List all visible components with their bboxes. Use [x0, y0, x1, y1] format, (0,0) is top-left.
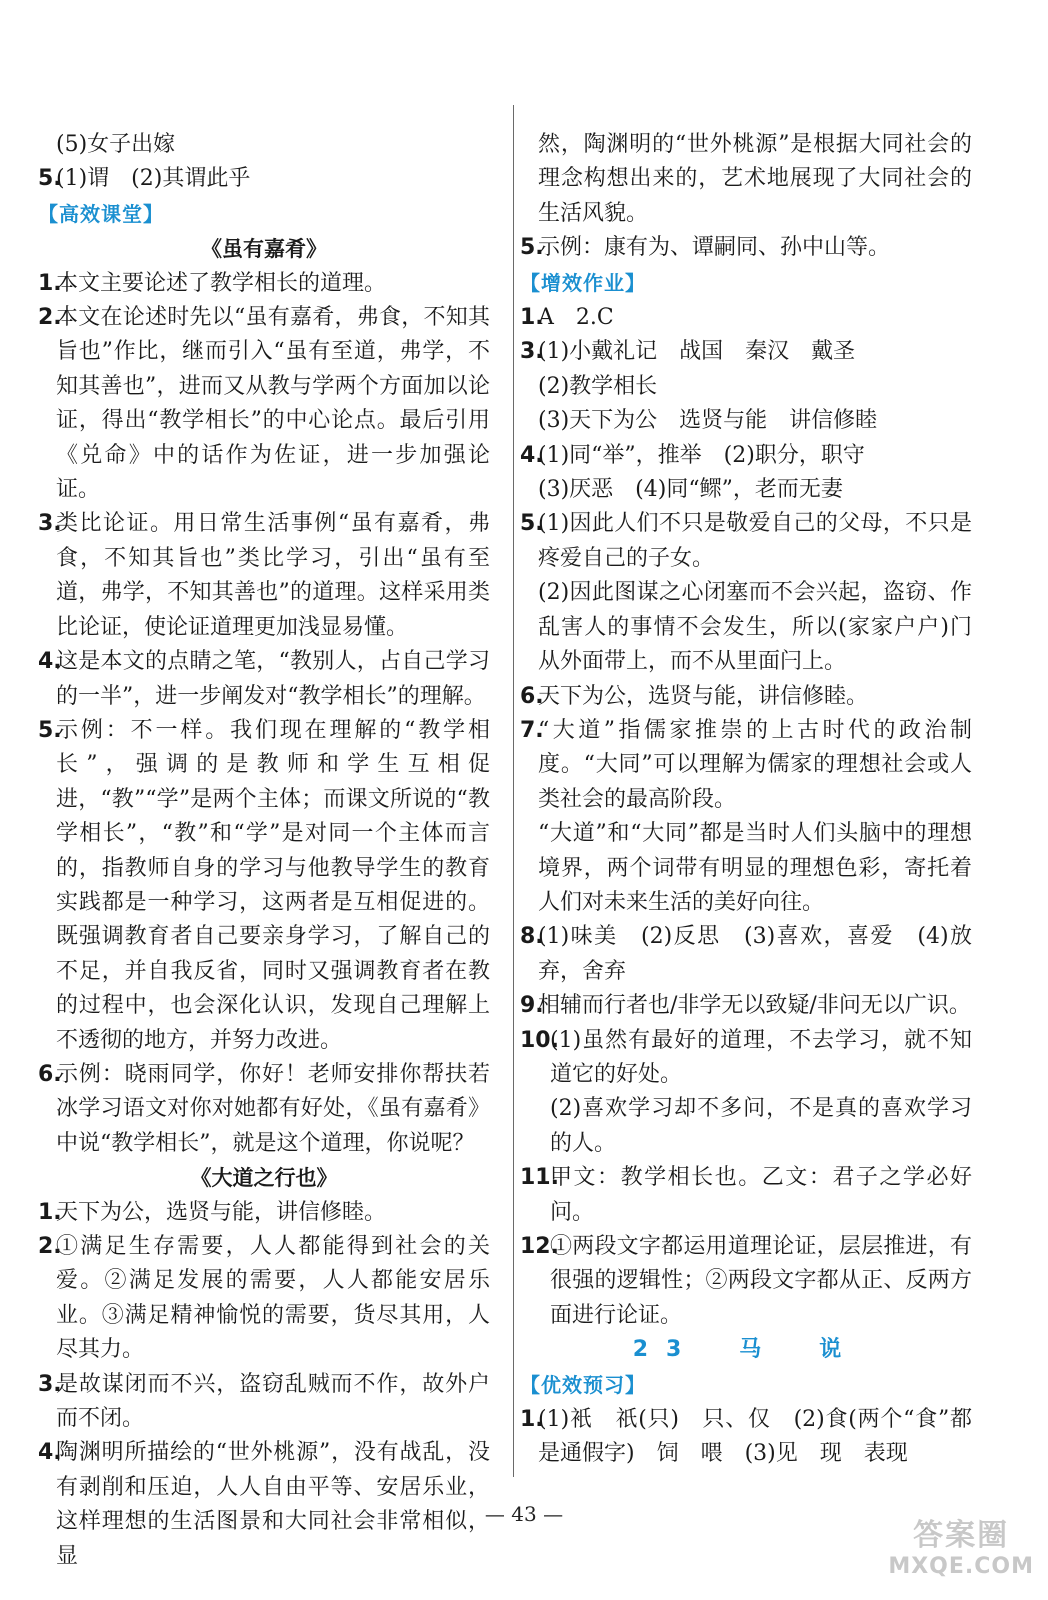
answer-text: (1)同“举”，推举 (2)职分，职守	[538, 442, 865, 468]
answer-number: 5.	[520, 235, 544, 261]
chapter-heading: 23 马 说	[632, 1337, 860, 1363]
answer-text: 示例：不一样。我们现在理解的“教学相长”，强调的是教师和学生互相促进，“教”“学”是两个主体；而课文所说的“教学相长”，“教”和“学”是对同一个主体而言的，指教师自身的学习与他教导学生的教育实践都是一种学习，这两者是互相促进的。既强调教育者自己要亲身学习，了解自己的不足，并自我反省，同时又强调教育者在教的过程中，也会深化认识，发现自己理解上不透彻的地方，并努力改进。	[56, 717, 490, 1053]
answer-item	[520, 989, 972, 1023]
answer-text: 天下为公，选贤与能，讲信修睦。	[538, 683, 869, 709]
answer-text: (1)味美 (2)反思 (3)喜欢，喜爱 (4)放弃，舍弃	[538, 924, 972, 984]
watermark-logo	[888, 1510, 1034, 1579]
answer-number: 8.	[520, 924, 544, 950]
answer-number: 9.	[520, 993, 544, 1019]
answer-number: 1.	[520, 1407, 544, 1433]
answer-text: (1)因此人们不只是敬爱自己的父母，不只是疼爱自己的子女。	[538, 511, 972, 571]
answer-text: 示例：康有为、谭嗣同、孙中山等。	[538, 235, 891, 261]
answer-number: 3.	[38, 1371, 62, 1397]
answer-item	[520, 231, 972, 265]
answer-text: (1)衹 祇(只) 只、仅 (2)食(两个“食”都是通假字) 饲 喂 (3)见 现 表现	[538, 1407, 972, 1467]
answer-text: 是故谋闭而不兴，盗窃乱贼而不作，故外户而不闭。	[56, 1371, 490, 1432]
answer-item	[38, 1196, 490, 1230]
answer-text: 类比论证。用日常生活事例“虽有嘉肴，弗食，不知其旨也”类比学习，引出“虽有至道，弗学，不知其善也”的道理。这样采用类比论证，使论证道理更加浅显易懂。	[56, 511, 490, 640]
answer-item	[520, 714, 972, 920]
answer-number: 12.	[520, 1234, 559, 1259]
answer-item	[520, 507, 972, 679]
answer-number: 4.	[520, 442, 544, 468]
answer-text: (1)虽然有最好的道理，不去学习，就不知道它的好处。	[550, 1027, 972, 1087]
answer-number: 7.	[520, 717, 544, 743]
answer-text: 本文在论述时先以“虽有嘉肴，弗食，不知其旨也”作比，继而引入“虽有至道，弗学，不知其善也”，进而又从教与学两个方面加以论证，得出“教学相长”的中心论点。最后引用《兑命》中的话作为佐证，进一步加强论证。	[56, 305, 490, 503]
answer-number: 5.	[38, 166, 62, 192]
answer-number: 1.	[38, 1199, 62, 1225]
answer-item	[520, 439, 972, 508]
answer-number: 6.	[520, 683, 544, 709]
answer-text: 相辅而行者也/非学无以致疑/非问无以广识。	[538, 993, 971, 1019]
answer-number: 5.	[520, 511, 544, 537]
answer-item	[38, 714, 490, 1058]
answer-number: 4.	[38, 649, 62, 675]
answer-item	[520, 1403, 972, 1472]
answer-number: 3.	[520, 339, 544, 365]
answer-text: 陶渊明所描绘的“世外桃源”，没有战乱，没有剥削和压迫，人人自由平等、安居乐业，这样理想的生活图景和大同社会非常相似，显	[56, 1440, 490, 1569]
answer-text: 这是本文的点睛之笔，“教别人，占自己学习的一半”，进一步阐发对“教学相长”的理解。	[56, 649, 490, 709]
answer-item	[38, 1230, 490, 1368]
column-divider	[513, 105, 514, 1477]
page-number: — 43 —	[484, 1502, 564, 1526]
answer-text: (2)教学相长	[538, 373, 658, 399]
answer-item	[520, 1024, 972, 1162]
answer-text: (3)厌恶 (4)同“鳏”，老而无妻	[538, 477, 843, 503]
answer-text: (2)喜欢学习却不多问，不是真的喜欢学习的人。	[550, 1096, 972, 1156]
answer-item	[38, 1058, 490, 1161]
answer-text: 示例：晓雨同学，你好！老师安排你帮扶若冰学习语文对你对她都有好处，《虽有嘉肴》中说“教学相长”，就是这个道理，你说呢？	[56, 1061, 490, 1156]
continued-text: 然，陶渊明的“世外桃源”是根据大同社会的理念构想出来的，艺术地展现了大同社会的生活风貌。	[538, 132, 972, 226]
answer-number: 1.	[38, 270, 62, 296]
answer-text: (1)小戴礼记 战国 秦汉 戴圣	[538, 339, 856, 365]
section-tag: 【增效作业】	[520, 270, 646, 295]
answer-text: “大道”和“大同”都是当时人们头脑中的理想境界，两个词带有明显的理想色彩，寄托着人们对未来生活的美好向往。	[538, 821, 972, 915]
answer-item	[38, 507, 490, 645]
section-heading: 《大道之行也》	[190, 1166, 338, 1191]
answer-item	[520, 301, 972, 335]
answer-item	[38, 301, 490, 507]
answer-number: 11.	[520, 1165, 559, 1191]
answer-item	[520, 1161, 972, 1230]
answer-number: 2.	[38, 1234, 62, 1259]
answer-number: 4.	[38, 1440, 62, 1466]
answer-text: 天下为公，选贤与能，讲信修睦。	[56, 1199, 387, 1225]
answer-number: 1.	[520, 305, 544, 331]
answer-text: (1)谓 (2)其谓此乎	[56, 166, 251, 192]
answer-item	[520, 335, 972, 438]
left-column	[38, 128, 490, 1574]
answer-item	[520, 920, 972, 989]
answer-item	[38, 645, 490, 714]
answer-text: (2)因此图谋之心闭塞而不会兴起，盗窃、作乱害人的事情不会发生，所以(家家户户)门从外面带上，而不从里面闩上。	[538, 580, 972, 675]
answer-item	[38, 267, 490, 301]
answer-text: ①两段文字都运用道理论证，层层推进，有很强的逻辑性；②两段文字都从正、反两方面进行论证。	[550, 1234, 972, 1328]
section-heading: 《虽有嘉肴》	[201, 237, 327, 262]
answer-number: 3.	[38, 511, 62, 537]
right-column	[520, 128, 972, 1472]
section-tag: 【优效预习】	[520, 1372, 646, 1397]
answer-item	[520, 1230, 972, 1333]
watermark-logo-text: 答案圈	[913, 1518, 1010, 1553]
answer-item	[38, 162, 490, 196]
answer-item	[520, 680, 972, 714]
answer-text: (3)天下为公 选贤与能 讲信修睦	[538, 408, 878, 434]
answer-text: 甲文：教学相长也。乙文：君子之学必好问。	[550, 1165, 972, 1225]
section-tag: 【高效课堂】	[38, 201, 164, 226]
answer-number: 10.	[520, 1027, 559, 1053]
answer-text: 本文主要论述了教学相长的道理。	[56, 270, 387, 296]
watermark-url: MXQE.COM	[888, 1554, 1034, 1579]
answer-number: 2.	[38, 305, 62, 331]
answer-text: A 2.C	[538, 305, 614, 331]
answer-text: “大道”指儒家推崇的上古时代的政治制度。“大同”可以理解为儒家的理想社会或人类社会的最高阶段。	[538, 717, 972, 812]
answer-text: ①满足生存需要，人人都能得到社会的关爱。②满足发展的需要，人人都能安居乐业。③满足精神愉悦的需要，货尽其用，人尽其力。	[56, 1234, 490, 1363]
continued-text: (5)女子出嫁	[56, 132, 176, 157]
answer-number: 5.	[38, 717, 62, 743]
answer-item	[38, 1368, 490, 1437]
answer-number: 6.	[38, 1061, 62, 1087]
